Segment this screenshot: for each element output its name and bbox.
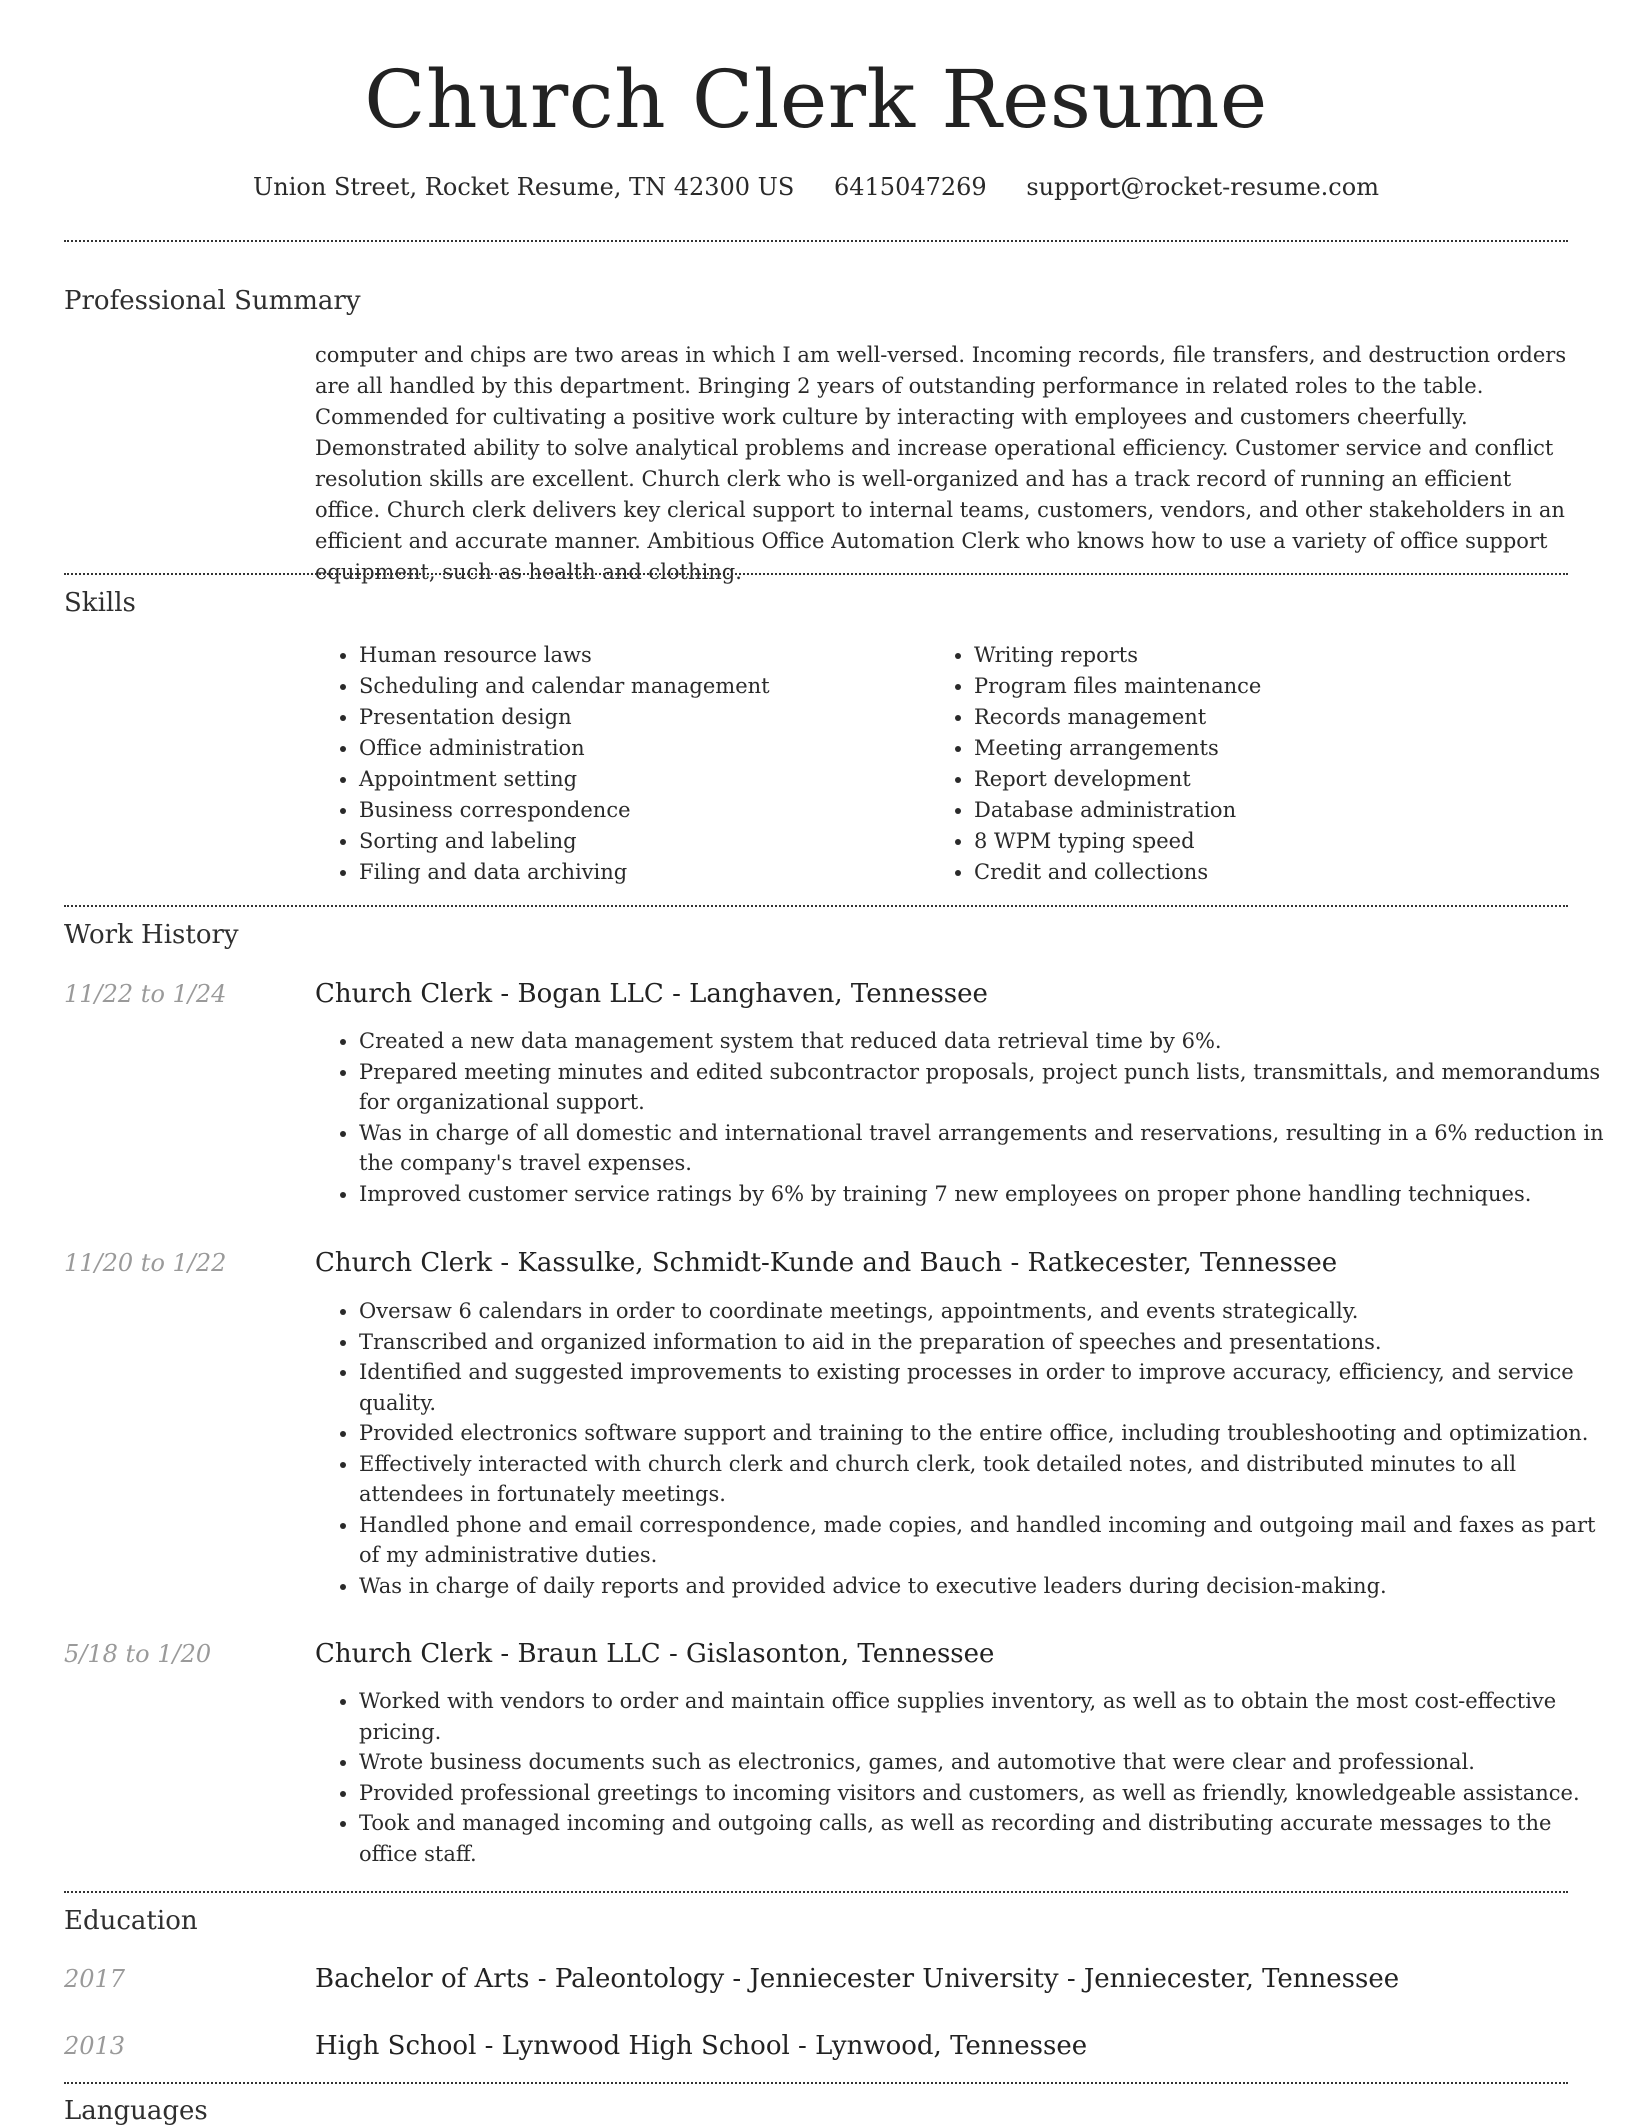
- skill-item: • Filing and data archiving: [359, 857, 770, 888]
- section-heading-summary: Professional Summary: [64, 286, 361, 316]
- skill-item: • Office administration: [359, 733, 770, 764]
- job-bullet: • Provided professional greetings to incoming visitors and customers, as well as friendly, knowledgeable assistance.: [359, 1778, 1612, 1809]
- job-bullet: • Wrote business documents such as electronics, games, and automotive that were clear and professional.: [359, 1747, 1612, 1778]
- skills-list-right: [930, 640, 1261, 888]
- job-dates: 11/22 to 1/24: [64, 980, 227, 1008]
- skill-item: • 8 WPM typing speed: [974, 826, 1261, 857]
- job-bullet: • Worked with vendors to order and maintain office supplies inventory, as well as to obtain the most cost-effective pricing.: [359, 1686, 1612, 1747]
- job-bullet: • Handled phone and email correspondence, made copies, and handled incoming and outgoing mail and faxes as part of my administrative duties.: [359, 1510, 1612, 1571]
- job-bullet: • Effectively interacted with church clerk and church clerk, took detailed notes, and distributed minutes to all attendees in fortunately meetings.: [359, 1449, 1612, 1510]
- divider: [64, 573, 1568, 575]
- skills-list-left: [315, 640, 770, 888]
- contact-email: support@rocket-resume.com: [1026, 173, 1379, 201]
- job-bullet: • Improved customer service ratings by 6% by training 7 new employees on proper phone handling techniques.: [359, 1179, 1612, 1210]
- skill-item: • Meeting arrangements: [974, 733, 1261, 764]
- skill-item: • Human resource laws: [359, 640, 770, 671]
- education-year: 2013: [64, 2032, 126, 2060]
- contact-phone: 6415047269: [833, 173, 987, 201]
- contact-line: [0, 170, 1632, 204]
- job-title: Church Clerk - Bogan LLC - Langhaven, Tennessee: [315, 979, 988, 1009]
- job-bullets: [315, 1026, 1612, 1209]
- contact-address: Union Street, Rocket Resume, TN 42300 US: [253, 173, 795, 201]
- job-title: Church Clerk - Braun LLC - Gislasonton, Tennessee: [315, 1639, 995, 1669]
- job-dates: 5/18 to 1/20: [64, 1640, 212, 1668]
- section-heading-languages: Languages: [64, 2096, 208, 2126]
- divider: [64, 905, 1568, 907]
- divider: [64, 1891, 1568, 1893]
- job-bullets: [315, 1296, 1612, 1601]
- section-heading-work: Work History: [64, 920, 239, 950]
- job-bullets: [315, 1686, 1612, 1869]
- skill-item: • Writing reports: [974, 640, 1261, 671]
- education-year: 2017: [64, 1965, 126, 1993]
- job-bullet: • Prepared meeting minutes and edited subcontractor proposals, project punch lists, transmittals, and memorandums for organizational support.: [359, 1057, 1612, 1118]
- section-heading-education: Education: [64, 1906, 198, 1936]
- skill-item: • Appointment setting: [359, 764, 770, 795]
- section-heading-skills: Skills: [64, 588, 136, 618]
- job-bullet: • Created a new data management system that reduced data retrieval time by 6%.: [359, 1026, 1612, 1057]
- job-title: Church Clerk - Kassulke, Schmidt-Kunde and Bauch - Ratkecester, Tennessee: [315, 1248, 1338, 1278]
- skill-item: • Presentation design: [359, 702, 770, 733]
- skill-item: • Sorting and labeling: [359, 826, 770, 857]
- job-dates: 11/20 to 1/22: [64, 1249, 227, 1277]
- divider: [64, 240, 1568, 242]
- resume-title: Church Clerk Resume: [364, 53, 1268, 146]
- skill-item: • Scheduling and calendar management: [359, 671, 770, 702]
- job-bullet: • Provided electronics software support and training to the entire office, including troubleshooting and optimization.: [359, 1418, 1612, 1449]
- skill-item: • Database administration: [974, 795, 1261, 826]
- job-bullet: • Oversaw 6 calendars in order to coordinate meetings, appointments, and events strategically.: [359, 1296, 1612, 1327]
- job-bullet: • Transcribed and organized information to aid in the preparation of speeches and presentations.: [359, 1327, 1612, 1358]
- job-bullet: • Identified and suggested improvements to existing processes in order to improve accuracy, efficiency, and service quality.: [359, 1357, 1612, 1418]
- job-bullet: • Was in charge of all domestic and international travel arrangements and reservations, resulting in a 6% reduction in the company's travel expenses.: [359, 1118, 1612, 1179]
- divider: [64, 2082, 1568, 2084]
- skill-item: • Business correspondence: [359, 795, 770, 826]
- skill-item: • Records management: [974, 702, 1261, 733]
- skill-item: • Credit and collections: [974, 857, 1261, 888]
- job-bullet: • Was in charge of daily reports and provided advice to executive leaders during decision-making.: [359, 1571, 1612, 1602]
- education-title: High School - Lynwood High School - Lynwood, Tennessee: [315, 2031, 1088, 2061]
- summary-text: computer and chips are two areas in which I am well-versed. Incoming records, file transfers, and destruction orders are all handled by this department. Bringing 2 years of outstanding performance in related roles to the table. Commended for cultivating a positive work culture by interacting with employees and customers cheerfully. Demonstrated ability to solve analytical problems and increase operational efficiency. Customer service and conflict resolution skills are excellent. Church clerk who is well-organized and has a track record of running an efficient office. Church clerk delivers key clerical support to internal teams, customers, vendors, and other stakeholders in an efficient and accurate manner. Ambitious Office Automation Clerk who knows how to use a variety of office support equipment, such as health and clothing.: [315, 343, 1567, 584]
- education-title: Bachelor of Arts - Paleontology - Jenniecester University - Jenniecester, Tennessee: [315, 1964, 1400, 1994]
- skill-item: • Program files maintenance: [974, 671, 1261, 702]
- job-bullet: • Took and managed incoming and outgoing calls, as well as recording and distributing accurate messages to the office staff.: [359, 1808, 1612, 1869]
- skill-item: • Report development: [974, 764, 1261, 795]
